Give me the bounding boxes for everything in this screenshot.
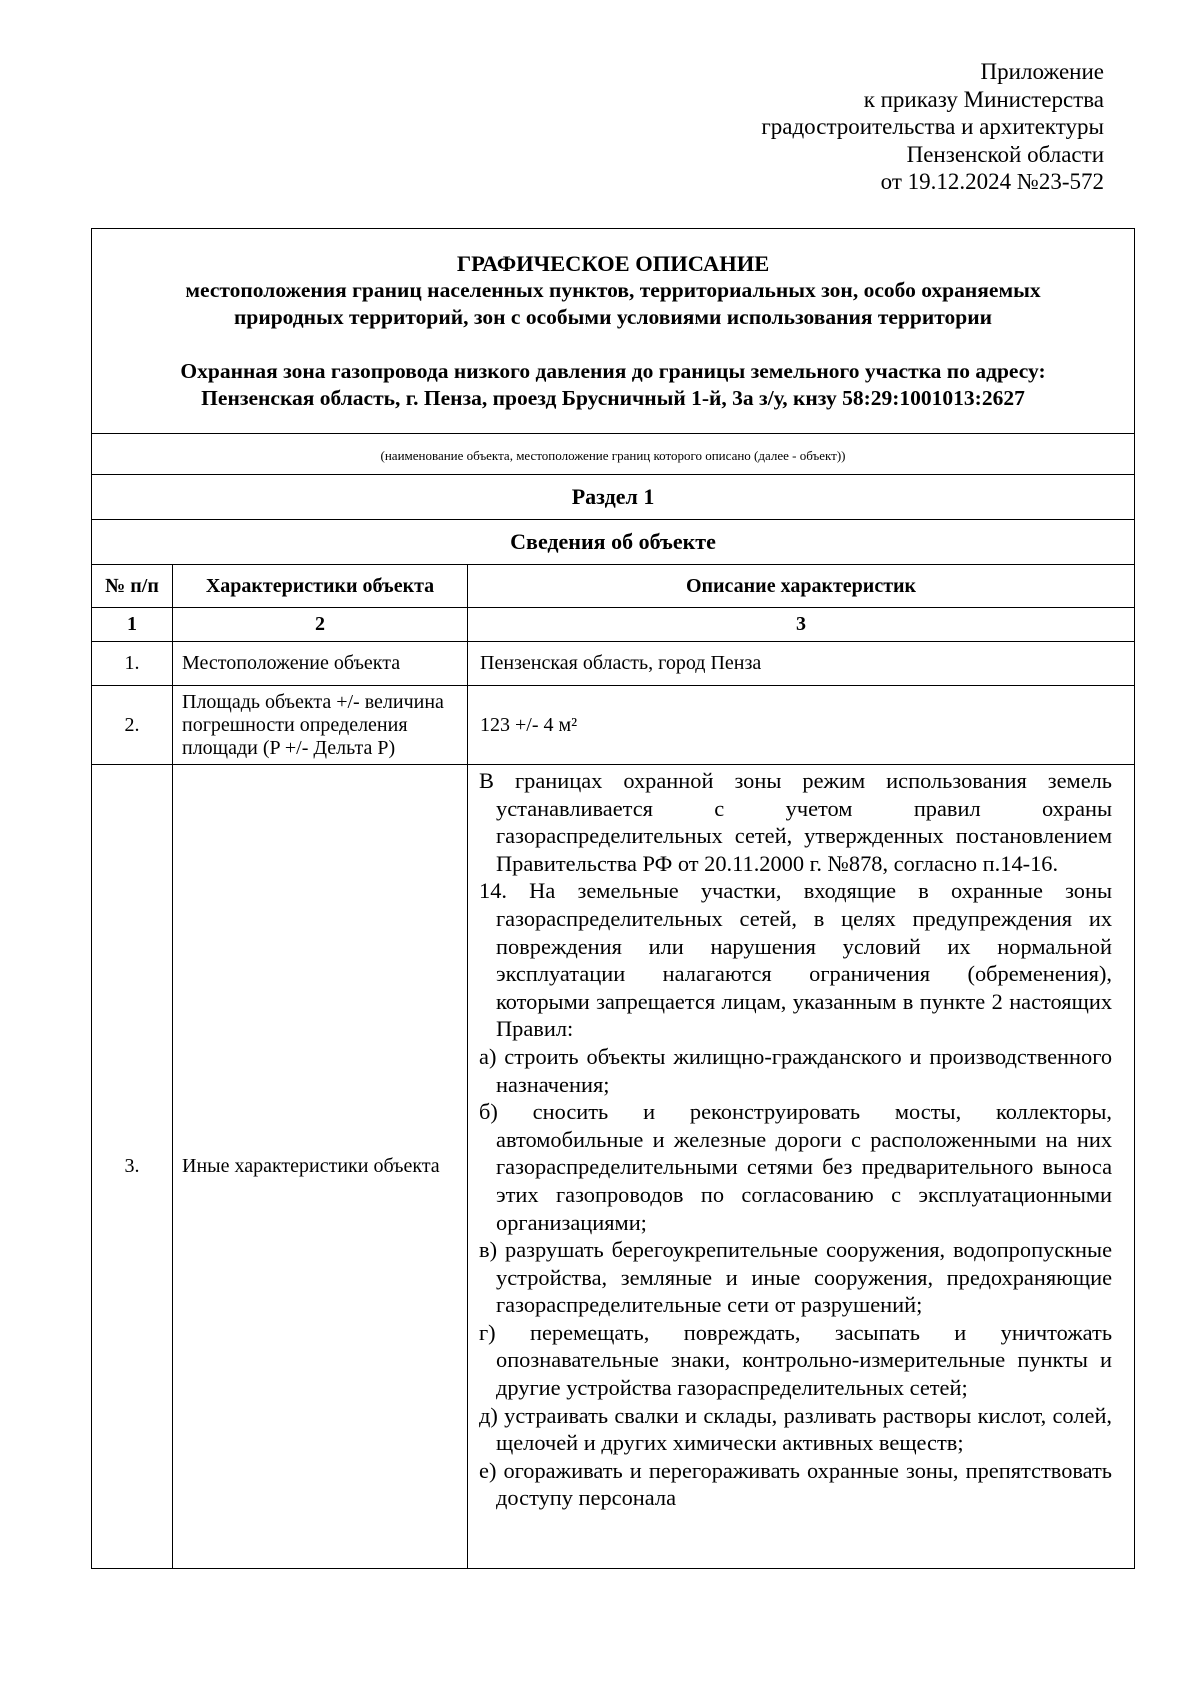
appendix-line: к приказу Министерства: [863, 86, 1104, 112]
description-paragraph: е) огораживать и перегораживать охранные зоны, препятствовать доступу персонала: [479, 1457, 1113, 1511]
row-value: Пензенская область, город Пенза: [468, 642, 1135, 686]
description-paragraph: д) устраивать свалки и склады, разливать растворы кислот, солей, щелочей и других химически активных веществ;: [479, 1402, 1113, 1456]
object-note: (наименование объекта, местоположение границ которого описано (далее - объект)): [92, 434, 1135, 475]
graphic-description-table: [91, 228, 1135, 1569]
document-header: [92, 229, 1135, 434]
appendix-date-number: от 19.12.2024 №23-572: [880, 169, 1104, 194]
column-number-2: 2: [173, 608, 468, 642]
column-number-3: 3: [468, 608, 1135, 642]
object-name-line: Охранная зона газопровода низкого давления до границы земельного участка по адресу:: [180, 359, 1046, 383]
row-number: 3.: [92, 765, 173, 1569]
document-subtitle-line: местоположения границ населенных пунктов, территориальных зон, особо охраняемых: [185, 278, 1041, 302]
column-header-description: Описание характеристик: [468, 565, 1135, 608]
table-row: [92, 765, 1135, 1569]
description-paragraph: г) перемещать, повреждать, засыпать и уничтожать опознавательные знаки, контрольно-измерительные пункты и другие устройства газораспределительных сетей;: [479, 1319, 1113, 1401]
description-paragraph: б) сносить и реконструировать мосты, коллекторы, автомобильные и железные дороги с расположенными на них газораспределительными сетями без предварительного выноса этих газопроводов по согласованию с эксплуатационными организациями;: [479, 1099, 1113, 1235]
row-number: 2.: [92, 686, 173, 765]
object-name-line: Пензенская область, г. Пенза, проезд Брусничный 1-й, 3а з/у, кнзу 58:29:1001013:2627: [201, 386, 1025, 410]
column-header-number: № п/п: [92, 565, 173, 608]
row-value: 123 +/- 4 м²: [468, 686, 1135, 765]
table-row: [92, 686, 1135, 765]
column-number-1: 1: [92, 608, 173, 642]
row-characteristic: Местоположение объекта: [173, 642, 468, 686]
table-row: [92, 642, 1135, 686]
appendix-line: Приложение: [980, 59, 1104, 84]
restrictions-description: [468, 765, 1135, 1569]
description-paragraph: в) разрушать берегоукрепительные сооружения, водопропускные устройства, земляные и иные сооружения, предохраняющие газораспределительные сети от разрушений;: [479, 1237, 1113, 1318]
section-subtitle: Сведения об объекте: [92, 520, 1135, 565]
description-paragraph: а) строить объекты жилищно-гражданского и производственного назначения;: [479, 1043, 1113, 1097]
description-paragraph: 14. На земельные участки, входящие в охранные зоны газораспределительных сетей, в целях предупреждения их повреждения или нарушения условий их нормальной эксплуатации налагаются ограничения (обременения), которыми запрещается лицам, указанным в пункте 2 настоящих Правил:: [479, 878, 1113, 1042]
appendix-block: [761, 58, 1104, 196]
row-number: 1.: [92, 642, 173, 686]
section-title: Раздел 1: [92, 475, 1135, 520]
document-title: ГРАФИЧЕСКОЕ ОПИСАНИЕ: [456, 251, 770, 276]
appendix-line: Пензенской области: [906, 141, 1104, 167]
description-paragraph: В границах охранной зоны режим использования земель устанавливается с учетом правил охраны газораспределительных сетей, утвержденных постановлением Правительства РФ от 20.11.2000 г. №878, согласно п.14-16.: [479, 768, 1113, 876]
document-subtitle-line: природных территорий, зон с особыми условиями использования территории: [233, 305, 993, 329]
appendix-line: градостроительства и архитектуры: [761, 114, 1104, 139]
row-characteristic: Площадь объекта +/- величина погрешности определения площади (P +/- Дельта P): [173, 686, 468, 765]
row-characteristic: Иные характеристики объекта: [173, 765, 468, 1569]
column-header-characteristics: Характеристики объекта: [173, 565, 468, 608]
